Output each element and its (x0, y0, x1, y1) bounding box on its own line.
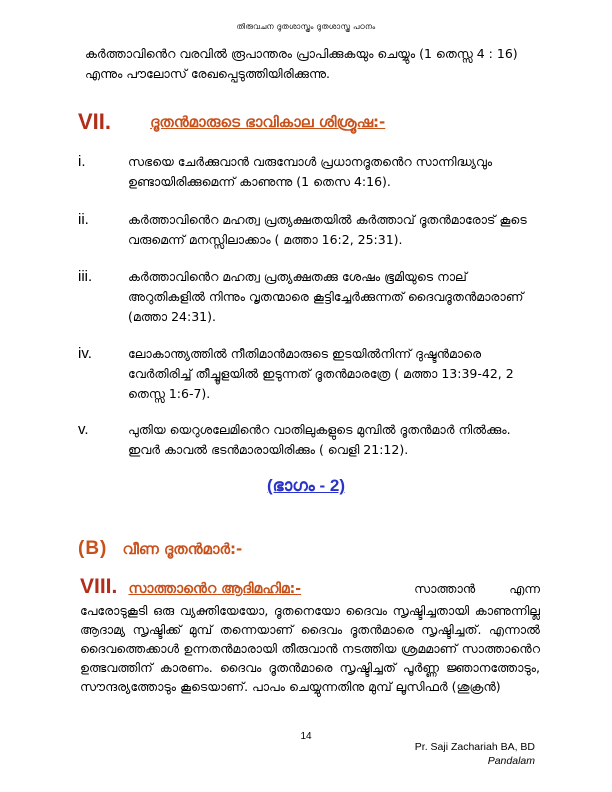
list-item-v (78, 420, 538, 460)
author-location: Pandalam (487, 755, 535, 767)
section-viii-lead-text: സാത്താൻ എന്ന (414, 581, 540, 596)
author-name: Pr. Saji Zachariah BA, BD (414, 741, 535, 753)
list-text: കർത്താവിൻെറ മഹത്വ പ്രത്യക്ഷതക്കു ശേഷം ഭൂമിയുടെ നാല് അറുതികളിൽ നിന്നും വൃതന്മാരെ കൂട്ടിച്ചേർക്കുന്നത് ദൈവദൂതൻമാരാണ് (മത്താ 24:31). (128, 269, 524, 324)
list-numeral: iii. (78, 268, 93, 285)
running-header: തിരുവചന ദൂതശാസ്ത്രം ദൂതശാസ്ത്ര പഠനം (236, 22, 376, 31)
section-viii-number: VIII. (80, 575, 118, 598)
list-numeral: i. (78, 153, 86, 170)
list-text: പുതിയ യെറുശലേമിൻെറ വാതിലുകളുടെ മുമ്പിൽ ദൂതൻമാർ നിൽക്കും. ഇവർ കാവൽ ഭടൻമാരായിരിക്കും ( വെളി 21:12). (128, 422, 511, 457)
list-numeral: v. (78, 421, 89, 438)
section-viii-heading (80, 575, 540, 603)
intro-paragraph: കർത്താവിൻെറ വരവിൽ രൂപാന്തരം പ്രാപിക്കുകയും ചെയ്യും (1 തെസ്സ 4 : 16) എന്നും പൗലോസ് രേഖപ്പെടുത്തിയിരിക്കുന്നു. (85, 46, 518, 81)
section-b-heading (78, 538, 548, 560)
list-item-ii (78, 210, 538, 250)
section-b-title: വീണ ദൂതൻമാർ:- (122, 540, 243, 558)
list-text: കർത്താവിൻെറ മഹത്വ പ്രത്യക്ഷതയിൽ കർത്താവ് ദൂതൻമാരോട് കൂടെ വരുമെന്ന് മനസ്സിലാക്കാം ( മത്താ 16:2, 25:31). (128, 212, 527, 247)
section-viii-title: സാത്താൻെറ ആദിമഹിമ:- (128, 581, 302, 597)
section-vii-number: VII. (78, 109, 112, 134)
part-label: (ഭാഗം - 2) (266, 476, 346, 495)
list-item-iii (78, 267, 538, 327)
list-text: ലോകാന്ത്യത്തിൽ നീതിമാൻമാരുടെ ഇടയിൽനിന്ന് ദുഷ്ടൻമാരെ വേർതിരിച്ച് തീച്ചൂളയിൽ ഇടുന്നത് ദൂതൻമാരത്രേ ( മത്താ 13:39-42, 2 തെസ്സ 1:6-7). (128, 346, 514, 401)
section-viii-body: പേരോടുകൂടി ഒരു വ്യക്തിയേയോ, ദൂതനെയോ ദൈവം സൃഷ്ടിച്ചതായി കാണുന്നില്ല ആദാമ്യ സൃഷ്ടിക്ക് മുമ്പ് തന്നെയാണ് ദൈവം ദൂതൻമാരെ സൃഷ്ടിച്ചത്. എന്നാൽ ദൈവത്തെക്കാൾ ഉന്നതൻമാരായി തീരുവാൻ നടത്തിയ ശ്രമമാണ് സാത്താൻെറ ഉത്ഭവത്തിന് കാരണം. ദൈവം ദൂതൻമാരെ സൃഷ്ടിച്ചത് പൂർണ്ണ ജ്ഞാനത്തോടും, സൗന്ദര്യത്തോടും കൂടെയാണ്. പാപം ചെയ്യുന്നതിനു മുമ്പ് ലൂസിഫർ (ശുക്രൻ) (80, 603, 540, 694)
section-vii-title: ദൂതൻമാരുടെ ഭാവികാല ശിശ്രൂഷ:- (150, 113, 386, 131)
section-b-label: (B) (78, 538, 108, 559)
list-numeral: iv. (78, 345, 92, 362)
author-block (395, 740, 535, 768)
list-item-iv (78, 344, 538, 404)
page-number: 14 (300, 731, 312, 742)
list-item-i (78, 152, 538, 192)
list-text: സഭയെ ചേർക്കുവാൻ വരുമ്പോൾ പ്രധാനദൂതൻെറ സാന്നിദ്ധ്യവും ഉണ്ടായിരിക്കുമെന്ന് കാണുന്നു (1 തെസ 4:16). (128, 154, 493, 189)
section-viii (80, 575, 540, 696)
list-numeral: ii. (78, 211, 89, 228)
section-vii-heading (78, 109, 548, 135)
